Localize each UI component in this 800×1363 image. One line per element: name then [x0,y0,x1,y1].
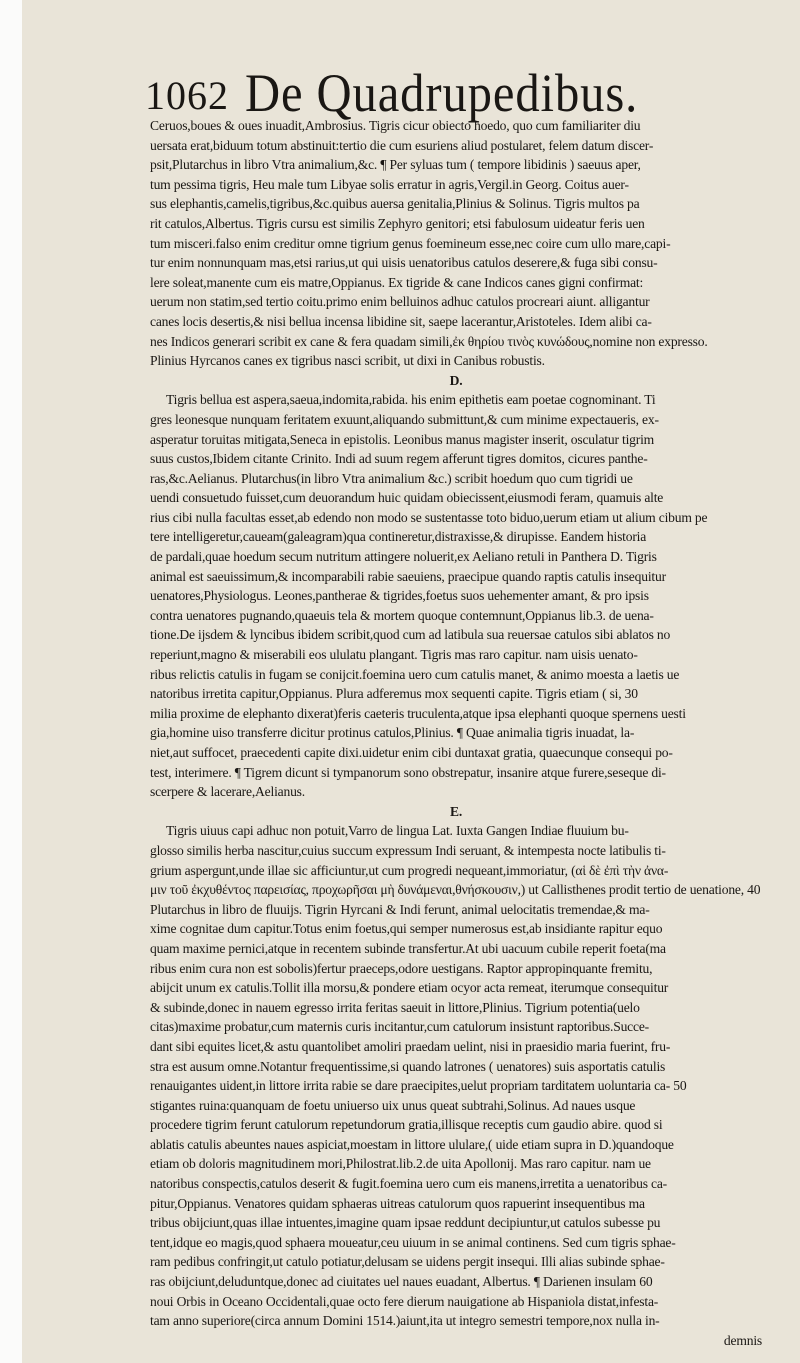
text-line: tam anno superiore(circa annum Domini 1514.)aiunt,ita ut integro semestri tempore,nox nulla in- [150,1313,660,1329]
text-line: canes locis desertis,& nisi bellua incensa libidine sit, saepe lacerantur,Aristoteles. Idem alibi ca- [150,313,652,329]
text-line: grium aspergunt,unde illae sic afficiuntur,ut cum progredi nequeant,immoriatur, (αἱ δὲ ἐπὶ τὴν ἀνα- [150,862,669,878]
text-line: Plutarchus in libro de fluuijs. Tigrin Hyrcani & Indi ferunt, animal uelocitatis tremendae,& ma- [150,901,650,917]
text-line: stigantes ruina:quanquam de foetu uniuerso uix unus queat subtrahi,Solinus. Ad naues usque [150,1097,636,1113]
text-line: psit,Plutarchus in libro Vtra animalium,&c. ¶ Per syluas tum ( tempore libidinis ) saeuus aper, [150,157,641,173]
text-line: suus custos,Ibidem citante Crinito. Indi ad suum regem afferunt tigres domitos, cicures panthe- [150,451,648,467]
text-line: natoribus irretita capitur,Oppianus. Plura adferemus mox sequenti capite. Tigris etiam ( si, 30 [150,686,638,702]
text-line: noui Orbis in Oceano Occidentali,quae octo fere dierum nauigatione ab Hispaniola distat,infesta- [150,1293,659,1309]
section-heading: E. [449,803,463,819]
text-line: Plinius Hyrcanos canes ex tigribus nasci scribit, ut dixi in Canibus robustis. [150,353,545,369]
text-line: Tigris uiuus capi adhuc non potuit,Varro de lingua Lat. Iuxta Gangen Indiae fluuium bu- [166,823,629,839]
text-line: ribus relictis catulis in fugam se conijcit.foemina uero cum catulis manet, & animo moesta a laetis ue [150,666,680,682]
text-line: quam maxime pernici,atque in recentem subinde transfertur.At ubi uacuum cubile reperit foeta(ma [150,940,666,956]
text-line: ablatis catulis abeuntes naues aspiciat,moestam in littore ululare,( uide etiam supra in D.)quandoque [150,1136,674,1152]
text-line: tribus obijciunt,quas illae intuentes,imagine quam ipsae reddunt decipiuntur,ut catulos subesse pu [150,1215,661,1231]
page-edge [0,0,22,1363]
text-line: ras,&c.Aelianus. Plutarchus(in libro Vtra animalium &c.) scribit hoedum quo cum tigridi ue [150,470,633,486]
text-line: animal est saeuissimum,& incomparabili rabie saeuiens, praecipue quando raptis catulis insequitur [150,568,666,584]
text-line: μιν τοῦ ἐκχυθέντος παρεισίας, προχωρῆσαι μὴ δυνάμεναι,θνήσκουσιν,) ut Callisthenes prodit tertio de uenatione, 40 [150,882,761,898]
text-line: glosso similis herba nascitur,cuius succum expressum Indi seruant, & intempesta nocte latibulis ti- [150,842,666,858]
text-line: nes Indicos generari scribit ex cane & fera quadam simili,ἐκ θηρίου τινὸς κυνώδους,nomine non expresso. [150,333,708,349]
text-line: citas)maxime probatur,cum maternis curis incitantur,cum catulorum insistunt raptoribus.Succe- [150,1019,649,1035]
text-line: stra est ausum omne.Notantur frequentissime,si quando latrones ( uenatores) suis asportatis catulis [150,1058,666,1074]
text-line: scerpere & lacerare,Aelianus. [150,784,305,800]
text-line: Ceruos,boues & oues inuadit,Ambrosius. Tigris cicur obiecto hoedo, quo cum familiariter diu [150,118,641,133]
text-line: reperiunt,magno & miserabili eos ululatu plangant. Tigris mas raro capitur. nam uisis uenato- [150,647,638,663]
text-line: milia proxime de elephanto dixerat)feris caeteris truculenta,atque ipsa elephanti quoque spernens uesti [150,705,686,721]
text-line: gia,homine uiso transferre dicitur protinus catulos,Plinius. ¶ Quae animalia tigris inuadat, la- [150,725,635,741]
text-line: sus elephantis,camelis,tigribus,&c.quibus auersa genitalia,Plinius & Solinus. Tigris multos pa [150,196,640,212]
text-line: demnis [723,1332,762,1348]
page-header [145,62,765,122]
text-line: uerum non statim,sed tertio coitu.primo enim belluinos adhuc catulos procreari aiunt. alligantur [150,294,650,310]
text-line: & subinde,donec in nauem egresso irrita feritas saeuit in littore,Plinius. Tigrium potentia(uelo [150,999,640,1015]
text-line: tere intelligeretur,caueam(galeagram)qua contineretur,distraxisse,& dirupisse. Eandem historia [150,529,647,545]
text-line: ribus enim cura non est sobolis)fertur praeceps,odore uestigans. Raptor appropinquante fremitu, [150,960,653,976]
text-line: tum pessima tigris, Heu male tum Libyae solis erratur in agris,Vergil.in Georg. Coitus auer- [150,176,629,192]
text-line: Tigris bellua est aspera,saeua,indomita,rabida. his enim epithetis eam poetae cognominant. Ti [166,392,656,408]
text-line: de pardali,quae hoedum secum nutritum attingere noluerit,ex Aeliano retuli in Panthera D. Tigris [150,549,657,565]
text-line: test, interimere. ¶ Tigrem dicunt si tympanorum sono obstrepatur, insanire atque furere,seseque di- [150,764,666,780]
text-line: niet,aut suffocet, praecedenti capite dixi.uidetur enim cibi duntaxat gratia, quaecunque consequi po- [150,745,673,760]
text-line: asperatur toruitas mitigata,Seneca in epistolis. Leonibus manus magister inserit, osculatur tigrim [150,431,655,447]
text-line: renauigantes uident,in littore irrita rabie se dare praecipites,uelut propriam tarditatem uoluntaria ca- 50 [150,1078,687,1094]
text-line: tum misceri.falso enim creditur omne tigrium genus foemineum esse,nec coire cum ullo mare,capi- [150,235,671,251]
text-line: ram pedibus confringit,ut catulo potiatur,delusam se uidens pergit insequi. Illi alias subinde sphae- [150,1254,665,1270]
text-line: uendi consuetudo fuisset,cum deuorandum huic quidam obiecissent,eiusmodi feram, quamuis alte [150,490,664,506]
text-line: dant sibi equites licet,& astu quantolibet amoliri praedam uelint, nisi in praesidio maria fuerint, fru- [150,1038,671,1054]
text-line: xime cognitae dum capitur.Totus enim foetus,qui semper numerosus est,ab insidiante rapitur equo [150,921,663,937]
text-line: natoribus conspectis,catulos deserit & fugit.foemina uero cum eis manens,irretita a uenatoribus ca- [150,1176,667,1192]
text-line: uenatores,Physiologus. Leones,pantherae & tigrides,foetus suos uehementer amant, & pro ipsis [150,588,649,604]
text-line: tent,idque eo magis,quod sphaera moueatur,ceu uiuum in se animal continens. Sed cum tigris sphae- [150,1234,676,1250]
text-line: uersata erat,biduum totum abstinuit:tertio die cum esuriens aliud postularet, felem datum discer- [150,137,654,153]
section-heading: D. [449,372,463,388]
text-line: abijcit unum ex catulis.Tollit illa morsu,& pondere etiam ocyor acta remeat, iterumque consequitur [150,980,669,996]
text-line: etiam ob doloris magnitudinem mori,Philostrat.lib.2.de uita Apollonij. Mas raro capitur. nam ue [150,1156,651,1172]
running-title: De Quadrupedibus. [245,63,639,123]
text-line: contra uenatores pugnando,quaeuis tela & mortem quoque contemnunt,Oppianus lib.3. de uena- [150,607,654,623]
text-line: rit catulos,Albertus. Tigris cursu est similis Zephyro genitori; etsi fabulosum uideatur feris uen [150,215,645,231]
text-line: rius cibi nulla facultas esset,ab edendo non modo se sustentasse toto biduo,uerum etiam ut alium cibum pe [150,509,708,525]
text-line: gres leonesque nunquam feritatem exuunt,aliquando submittunt,& cum minime expectaueris, ex- [150,411,659,427]
text-line: tur enim nonnunquam mas,etsi rarius,ut qui uisis uenatoribus catulos deserere,& fuga sibi consu- [150,255,658,271]
text-line: pitur,Oppianus. Venatores quidam sphaeras uitreas catulorum quos rapuerint insequentibus ma [150,1195,645,1211]
page-number: 1062 [145,73,229,118]
text-line: ras obijciunt,deluduntque,donec ad ciuitates uel naues euadant, Albertus. ¶ Darienen insulam 60 [150,1274,653,1290]
text-line: tione.De ijsdem & lyncibus ibidem scribit,quod cum ad latibula sua reuersae catulos sibi ablatos no [150,627,671,643]
body-text [150,116,762,1350]
text-line: lere soleat,manente cum eis matre,Oppianus. Ex tigride & cane Indicos canes gigni confirmat: [150,274,644,290]
text-line: procedere tigrim ferunt catulorum repetundorum gratia,illisque receptis cum gaudio abire. quod si [150,1117,663,1133]
